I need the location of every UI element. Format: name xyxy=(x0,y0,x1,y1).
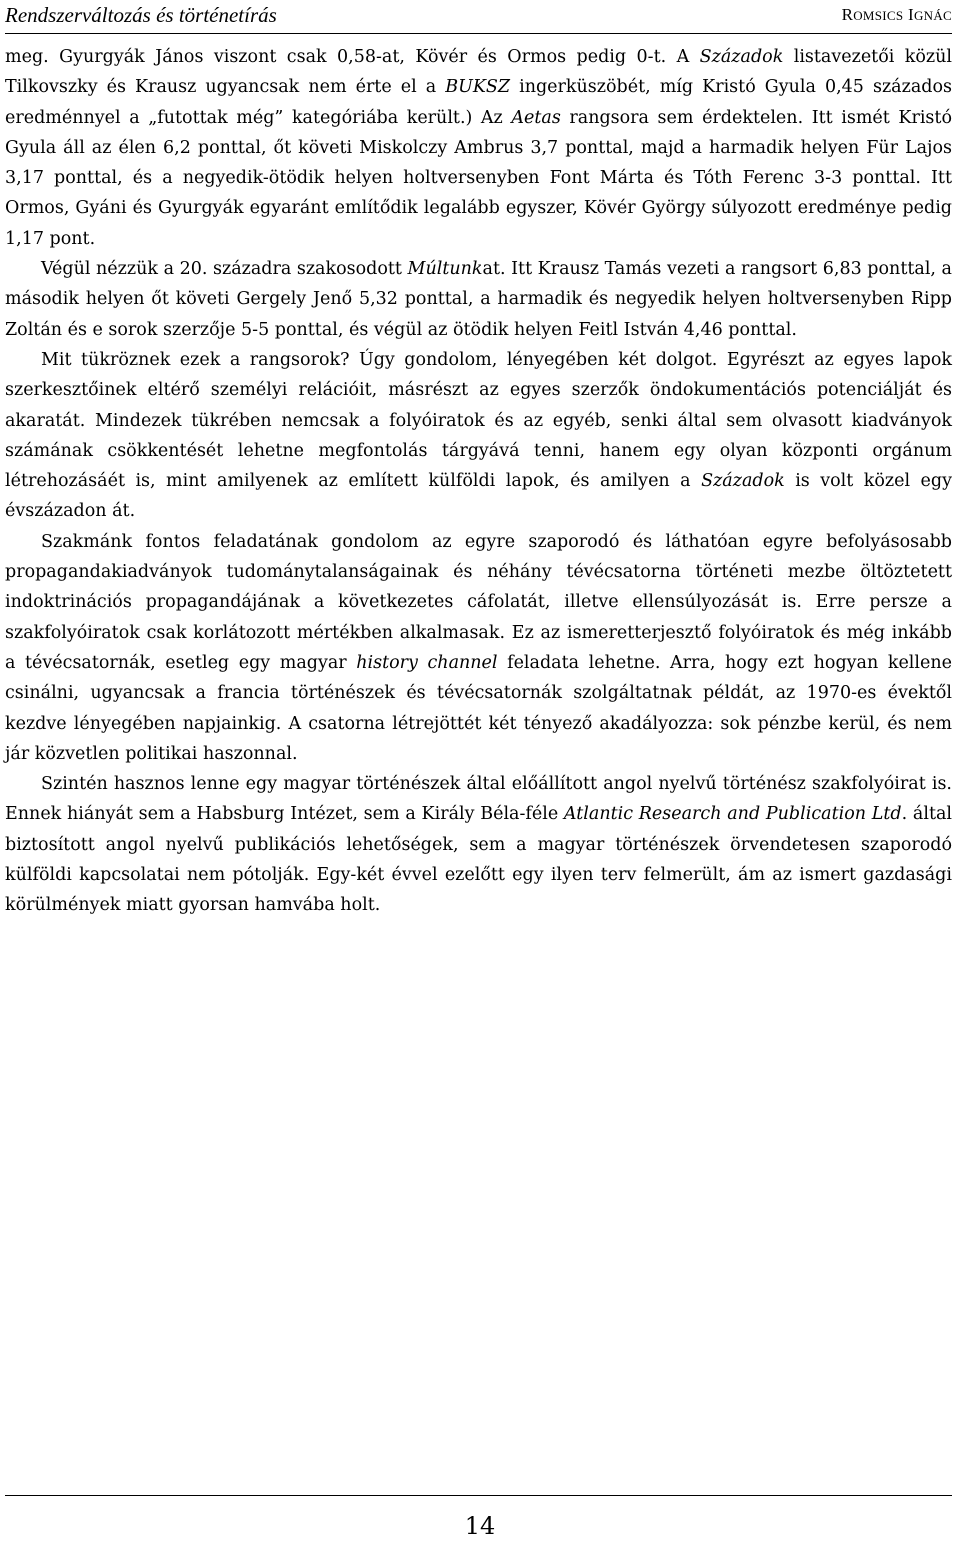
paragraph xyxy=(5,42,952,254)
text-run: meg. Gyurgyák János viszont csak 0,58-at, Kövér és Ormos pedig 0-t. A xyxy=(5,47,700,67)
text-run: listavezetői közül Tilkovszky és Krausz ugyancsak nem érte el a xyxy=(5,47,952,98)
text-run: ingerküszöbét, míg Kristó Gyula 0,45 százados eredménnyel a „futottak még” kategóriába került.) Az xyxy=(5,77,952,128)
page-number: 14 xyxy=(464,1512,496,1540)
paragraph xyxy=(5,769,952,920)
italic-text: history channel xyxy=(356,652,498,673)
text-run: Végül nézzük a 20. századra szakosodott xyxy=(41,259,408,280)
text-run: Mit tükröznek ezek a rangsorok? Úgy gondolom, lényegében két dolgot. Egyrészt az egyes lapok szerkesztőinek eltérő személyi relációit, másrészt az egyes szerzők öndokumentációs potenciálját és akaratát. Mindezek tükrében nemcsak a folyóiratok és az egyéb, senki által sem olvasott kiadványok számának csökkentését lehetne megfontolás tárgyává tenni, hanem egy olyan központi orgánum létrehozásáét is, mint amilyenek az említett külföldi lapok, és amilyen a xyxy=(5,349,952,492)
italic-text: Századok xyxy=(701,471,785,492)
running-author xyxy=(842,4,952,27)
running-header xyxy=(5,0,952,34)
author-last-initial: I xyxy=(907,5,914,24)
text-run: rangsora sem érdektelen. Itt ismét Kristó Gyula áll az élen 6,2 ponttal, őt követi Miskolczy Ambrus 3,7 ponttal, majd a harmadik helyen Für Lajos 3,17 ponttal, és a negyedik-ötödik helyen holtversenyben Font Márta és Tóth Ferenc 3-3 ponttal. Itt Ormos, Gyáni és Gyurgyák egyaránt említődik legalább egyszer, Kövér György súlyozott eredménye pedig 1,17 pont. xyxy=(5,107,952,249)
text-run: Szintén hasznos lenne egy magyar történészek által előállított angol nyelvű történész szakfolyóirat is. Ennek hiányát sem a Habsburg Intézet, sem a Király Béla-féle xyxy=(5,774,952,825)
author-last-rest: GNÁC xyxy=(913,8,952,23)
paragraph xyxy=(5,345,952,527)
paragraph xyxy=(5,254,952,345)
author-first-rest: OMSICS xyxy=(853,8,904,23)
paragraph xyxy=(5,527,952,769)
body-text xyxy=(5,42,952,921)
text-run: is volt közel egy évszázadon át. xyxy=(5,471,952,522)
running-title: Rendszerváltozás és történetírás xyxy=(5,3,277,27)
text-run: . által biztosított angol nyelvű publikációs lehetőségek, sem a magyar történészek örvendetesen szaporodó külföldi kapcsolatai nem pótolják. Egy-két évvel ezelőtt egy ilyen terv felmerült, ám az ismert gazdasági körülmények miatt gyorsan hamvába holt. xyxy=(5,804,953,916)
italic-text: BUKSZ xyxy=(445,77,511,98)
text-run: Szakmánk fontos feladatának gondolom az egyre szaporodó és láthatóan egyre befolyásosabb propagandakiadványok tudománytalanságainak és néhány tévécsatorna történeti mezbe öltöztetett indoktrinációs propagandájának a következetes cáfolatát, illetve ellensúlyozását is. Erre persze a szakfolyóiratok csak korlátozott mértékben alkalmasak. Ez az ismeretterjesztő folyóiratok és még inkább a tévécsatornák, esetleg egy magyar xyxy=(5,531,952,673)
text-run: at. Itt Krausz Tamás vezeti a rangsort 6,83 ponttal, a második helyen őt követi Gergely Jenő 5,32 ponttal, a harmadik és negyedik helyen holtversenyben Ripp Zoltán és e sorok szerzője 5-5 ponttal, és végül az ötödik helyen Feitl István 4,46 ponttal. xyxy=(5,259,952,340)
italic-text: Aetas xyxy=(511,107,561,128)
text-run: feladata lehetne. Arra, hogy ezt hogyan kellene csinálni, ugyancsak a francia történészek és tévécsatornák szolgáltatnak példát, az 1970-es évektől kezdve lényegében napjainkig. A csatorna létrejöttét két tényező akadályozza: sok pénzbe kerül, és nem jár közvetlen politikai haszonnal. xyxy=(5,652,952,764)
author-first-initial: R xyxy=(841,5,854,24)
italic-text: Atlantic Research and Publication Ltd xyxy=(563,804,902,825)
italic-text: Századok xyxy=(699,47,784,67)
italic-text: Múltunk xyxy=(407,259,483,280)
footer-rule xyxy=(5,1495,952,1496)
